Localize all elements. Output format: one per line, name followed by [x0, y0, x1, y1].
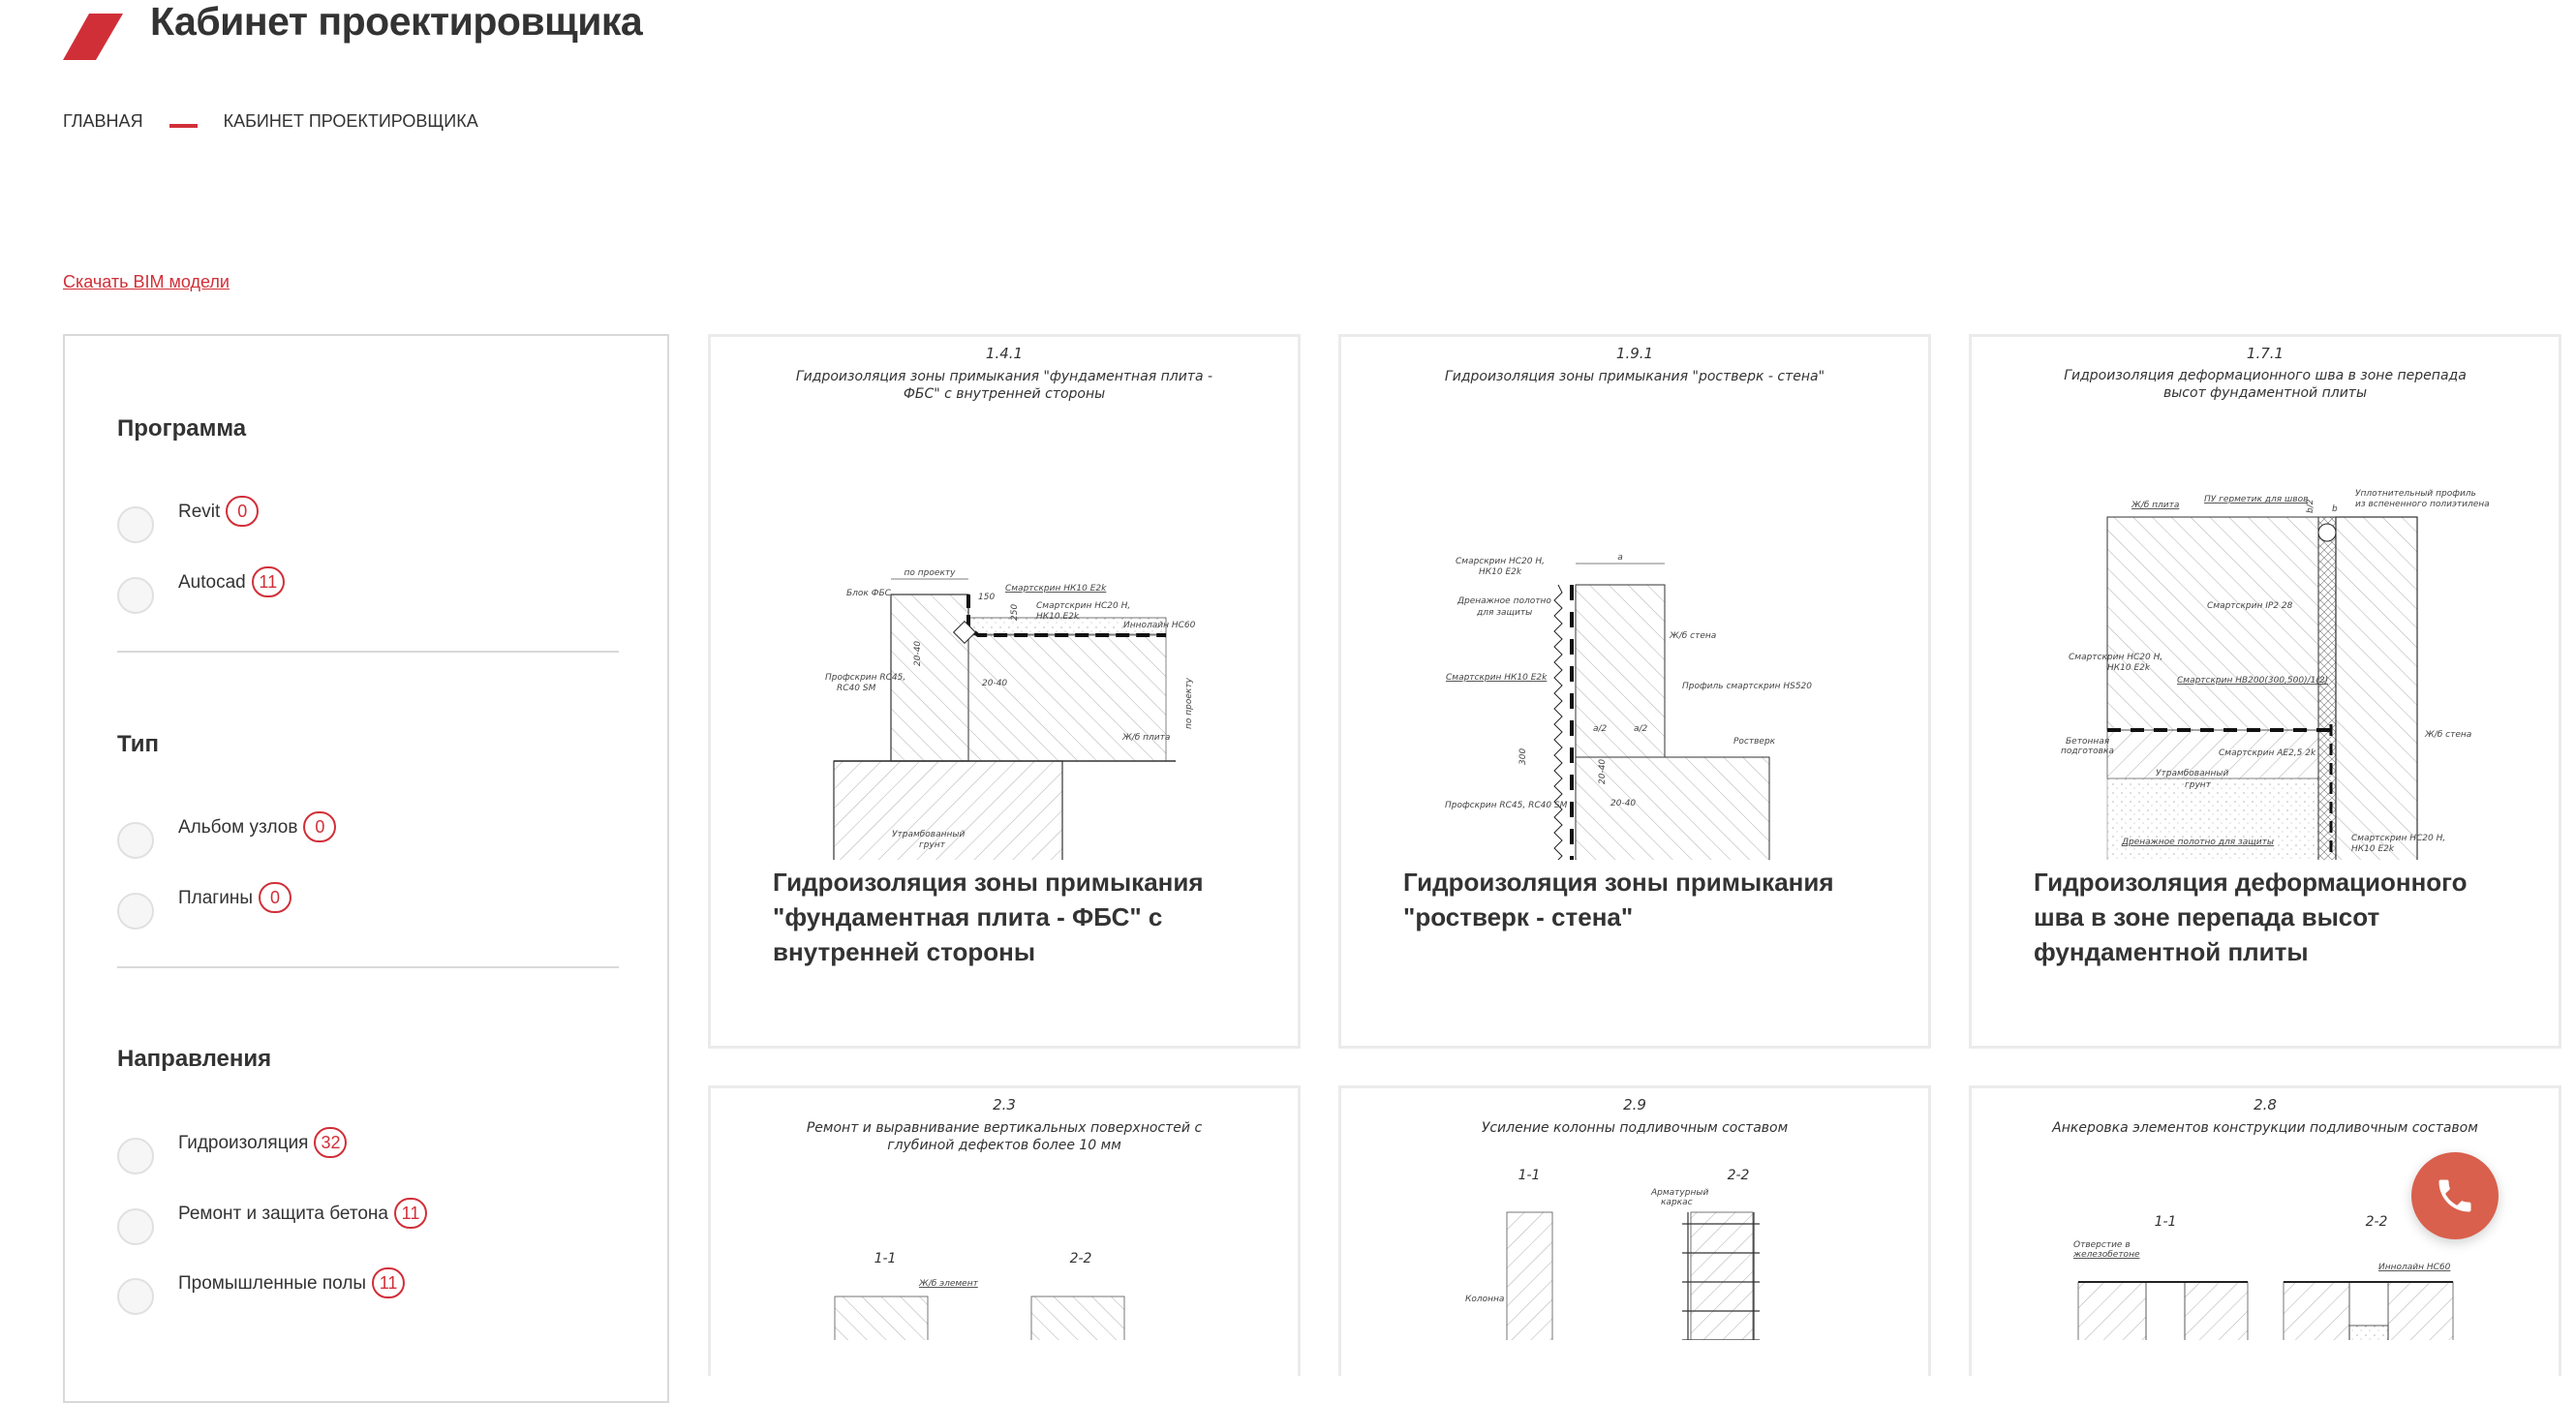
svg-text:Смартскрин АЕ2,5 2k: Смартскрин АЕ2,5 2k: [2219, 748, 2316, 758]
count-badge: 11: [372, 1267, 405, 1298]
drawing-number: 1.9.1: [1615, 345, 1654, 362]
svg-text:Дренажное полотно: Дренажное полотно: [1457, 596, 1551, 606]
svg-text:Уплотнительный профиль: Уплотнительный профиль: [2355, 489, 2476, 499]
count-badge: 0: [259, 882, 291, 913]
svg-text:Смарскрин НС20 Н,: Смарскрин НС20 Н,: [1456, 557, 1545, 566]
drawing-thumbnail: [1341, 1088, 1928, 1340]
svg-text:a/2: a/2: [1593, 724, 1608, 734]
filter-industrial-floors[interactable]: [117, 1270, 405, 1315]
filter-label: Гидроизоляция 32: [178, 1130, 347, 1158]
project-card[interactable]: [708, 334, 1301, 1049]
svg-text:НК10 Е2k: НК10 Е2k: [2107, 663, 2151, 673]
drawing-thumbnail: [711, 337, 1298, 860]
svg-text:НК10 Е2k: НК10 Е2k: [2351, 844, 2395, 854]
drawing-number: 1.4.1: [985, 345, 1024, 362]
radio-button[interactable]: [117, 893, 154, 930]
drawing-title-line: Гидроизоляция деформационного шва в зоне перепада: [2064, 368, 2467, 383]
project-card[interactable]: [1969, 334, 2561, 1049]
svg-text:2-2: 2-2: [1727, 1168, 1750, 1183]
svg-text:по проекту: по проекту: [904, 568, 956, 578]
svg-text:Профиль смартскрин HS520: Профиль смартскрин HS520: [1682, 682, 1813, 691]
svg-text:Смартскрин НК10 Е2k: Смартскрин НК10 Е2k: [1446, 673, 1548, 683]
svg-text:Ж/б плита: Ж/б плита: [2131, 501, 2180, 510]
svg-text:Ж/б стена: Ж/б стена: [1670, 631, 1717, 641]
filter-section-title: Тип: [117, 731, 159, 757]
filter-label: Альбом узлов 0: [178, 814, 336, 842]
svg-text:железобетоне: железобетоне: [2073, 1250, 2140, 1260]
svg-text:Дренажное полотно для защиты: Дренажное полотно для защиты: [2122, 838, 2274, 847]
radio-button[interactable]: [117, 1208, 154, 1245]
svg-text:Смартскрин IP2 28: Смартскрин IP2 28: [2207, 601, 2293, 611]
drawing-title-line: высот фундаментной плиты: [2163, 385, 2367, 401]
drawing-title-line: Гидроизоляция зоны примыкания "ростверк - стена": [1444, 369, 1825, 384]
count-badge: 11: [394, 1198, 427, 1229]
drawing-number: 2.9: [1623, 1096, 1646, 1113]
svg-text:подготовка: подготовка: [2061, 747, 2114, 756]
svg-text:Смартскрин НС20 Н,: Смартскрин НС20 Н,: [2351, 834, 2446, 843]
filter-concrete-repair[interactable]: [117, 1201, 427, 1245]
project-card[interactable]: [1338, 334, 1931, 1049]
card-title[interactable]: Гидроизоляция зоны примыкания "фундаментная плита - ФБС" с внутренней стороны: [773, 868, 1204, 966]
svg-text:Ж/б плита: Ж/б плита: [1122, 733, 1171, 743]
svg-text:Колонна: Колонна: [1465, 1295, 1505, 1304]
svg-text:Ж/б элемент: Ж/б элемент: [919, 1279, 978, 1289]
svg-text:a/2: a/2: [1634, 724, 1648, 734]
svg-text:для защиты: для защиты: [1477, 608, 1533, 618]
svg-text:250: 250: [1010, 603, 1020, 621]
drawing-thumbnail: [711, 1088, 1298, 1340]
filter-album[interactable]: [117, 814, 336, 859]
count-badge: 0: [226, 496, 259, 527]
phone-icon: [2434, 1174, 2476, 1217]
svg-text:по проекту: по проекту: [1184, 678, 1194, 729]
svg-text:a: a: [1617, 553, 1623, 563]
svg-text:Блок ФБС: Блок ФБС: [846, 589, 891, 598]
svg-text:грунт: грунт: [2185, 780, 2211, 790]
drawing-title-line: ФБС" с внутренней стороны: [903, 386, 1106, 402]
svg-text:Утрамбованный: Утрамбованный: [2156, 769, 2229, 778]
drawing-thumbnail: [1341, 337, 1928, 860]
svg-text:RC40 SM: RC40 SM: [837, 684, 876, 693]
radio-button[interactable]: [117, 506, 154, 543]
svg-text:Смартскрин НС20 Н,: Смартскрин НС20 Н,: [2069, 653, 2163, 662]
call-button[interactable]: [2411, 1152, 2499, 1239]
count-badge: 11: [252, 566, 285, 597]
svg-text:Иннолайн НС60: Иннолайн НС60: [2378, 1263, 2451, 1272]
svg-text:20-40: 20-40: [1610, 799, 1637, 808]
page-title: Кабинет проектировщика: [150, 0, 643, 44]
radio-button[interactable]: [117, 1138, 154, 1174]
breadcrumb-home[interactable]: ГЛАВНАЯ: [63, 110, 143, 131]
svg-text:1-1: 1-1: [1518, 1168, 1541, 1183]
svg-text:20-40: 20-40: [1598, 758, 1608, 784]
svg-text:Арматурный: Арматурный: [1651, 1188, 1709, 1198]
drawing-title-line: Усиление колонны подливочным составом: [1481, 1120, 1789, 1136]
svg-text:b/2: b/2: [2306, 499, 2315, 513]
filter-section-title: Направления: [117, 1046, 272, 1072]
divider: [117, 651, 619, 653]
drawing-number: 2.8: [2254, 1096, 2277, 1113]
radio-button[interactable]: [117, 822, 154, 859]
card-title[interactable]: Гидроизоляция деформационного шва в зоне перепада высот фундаментной плиты: [2034, 868, 2468, 966]
count-badge: 32: [314, 1127, 347, 1158]
svg-text:Смартскрин НС20 Н,: Смартскрин НС20 Н,: [1036, 601, 1131, 611]
svg-text:Отверстие в: Отверстие в: [2073, 1240, 2131, 1250]
svg-text:из вспененного полиэтилена: из вспененного полиэтилена: [2355, 500, 2490, 509]
drawing-title-line: Анкеровка элементов конструкции подливочным составом: [2052, 1120, 2478, 1136]
svg-text:грунт: грунт: [919, 840, 945, 850]
logo-icon[interactable]: [58, 12, 126, 62]
divider: [117, 966, 619, 968]
filter-waterproofing[interactable]: [117, 1130, 347, 1174]
svg-text:Смартскрин НК10 Е2k: Смартскрин НК10 Е2k: [1005, 584, 1107, 594]
svg-text:НК10 Е2k: НК10 Е2k: [1036, 612, 1080, 622]
svg-text:b: b: [2332, 504, 2338, 514]
filter-label: Revit 0: [178, 499, 259, 527]
breadcrumb: [63, 108, 478, 134]
svg-text:Профскрин RC45, RC40 SM: Профскрин RC45, RC40 SM: [1445, 801, 1568, 810]
project-card[interactable]: [1338, 1085, 1931, 1376]
breadcrumb-current: КАБИНЕТ ПРОЕКТИРОВЩИКА: [223, 110, 478, 131]
filter-autocad[interactable]: [117, 569, 285, 614]
svg-text:Бетонная: Бетонная: [2066, 737, 2110, 747]
filter-sidebar: [63, 334, 669, 1403]
svg-text:Ж/б стена: Ж/б стена: [2425, 730, 2472, 740]
filter-section-title: Программа: [117, 415, 247, 442]
radio-button[interactable]: [117, 1278, 154, 1315]
svg-text:300: 300: [1518, 747, 1528, 765]
drawing-number: 2.3: [993, 1096, 1016, 1113]
svg-text:2-2: 2-2: [2365, 1214, 2388, 1230]
svg-text:Ростверк: Ростверк: [1733, 737, 1776, 747]
filter-label: Ремонт и защита бетона 11: [178, 1201, 427, 1229]
drawing-thumbnail: [1972, 337, 2559, 860]
svg-text:НК10 Е2k: НК10 Е2k: [1479, 567, 1522, 577]
svg-text:20-40: 20-40: [982, 679, 1008, 688]
svg-text:Профскрин RC45,: Профскрин RC45,: [825, 673, 906, 683]
filter-label: Промышленные полы 11: [178, 1270, 405, 1298]
filter-label: Плагины 0: [178, 885, 291, 913]
drawing-title-line: Гидроизоляция зоны примыкания "фундаментная плита -: [795, 369, 1213, 384]
svg-text:1-1: 1-1: [874, 1251, 897, 1266]
drawing-number: 1.7.1: [2246, 345, 2285, 362]
drawing-title-line: глубиной дефектов более 10 мм: [887, 1138, 1121, 1153]
project-card[interactable]: [708, 1085, 1301, 1376]
download-bim-link[interactable]: Скачать BIM модели: [63, 272, 230, 291]
svg-text:20-40: 20-40: [913, 640, 923, 666]
drawing-title-line: Ремонт и выравнивание вертикальных поверхностей с: [806, 1120, 1203, 1136]
count-badge: 0: [303, 811, 336, 842]
svg-text:Смартскрин НВ200(300,500)/1(2): Смартскрин НВ200(300,500)/1(2): [2177, 676, 2329, 686]
svg-text:Утрамбованный: Утрамбованный: [892, 830, 966, 839]
radio-button[interactable]: [117, 577, 154, 614]
svg-text:150: 150: [978, 593, 996, 602]
filter-plugins[interactable]: [117, 885, 291, 930]
svg-text:2-2: 2-2: [1069, 1251, 1092, 1266]
svg-text:ПУ герметик для швов: ПУ герметик для швов: [2204, 495, 2309, 504]
svg-text:1-1: 1-1: [2154, 1214, 2177, 1230]
filter-label: Autocad 11: [178, 569, 285, 597]
card-title[interactable]: Гидроизоляция зоны примыкания "ростверк - стена": [1403, 868, 1834, 931]
filter-revit[interactable]: [117, 499, 259, 543]
svg-text:Иннолайн НС60: Иннолайн НС60: [1123, 621, 1196, 630]
svg-text:каркас: каркас: [1661, 1198, 1693, 1207]
breadcrumb-separator: [169, 124, 198, 128]
